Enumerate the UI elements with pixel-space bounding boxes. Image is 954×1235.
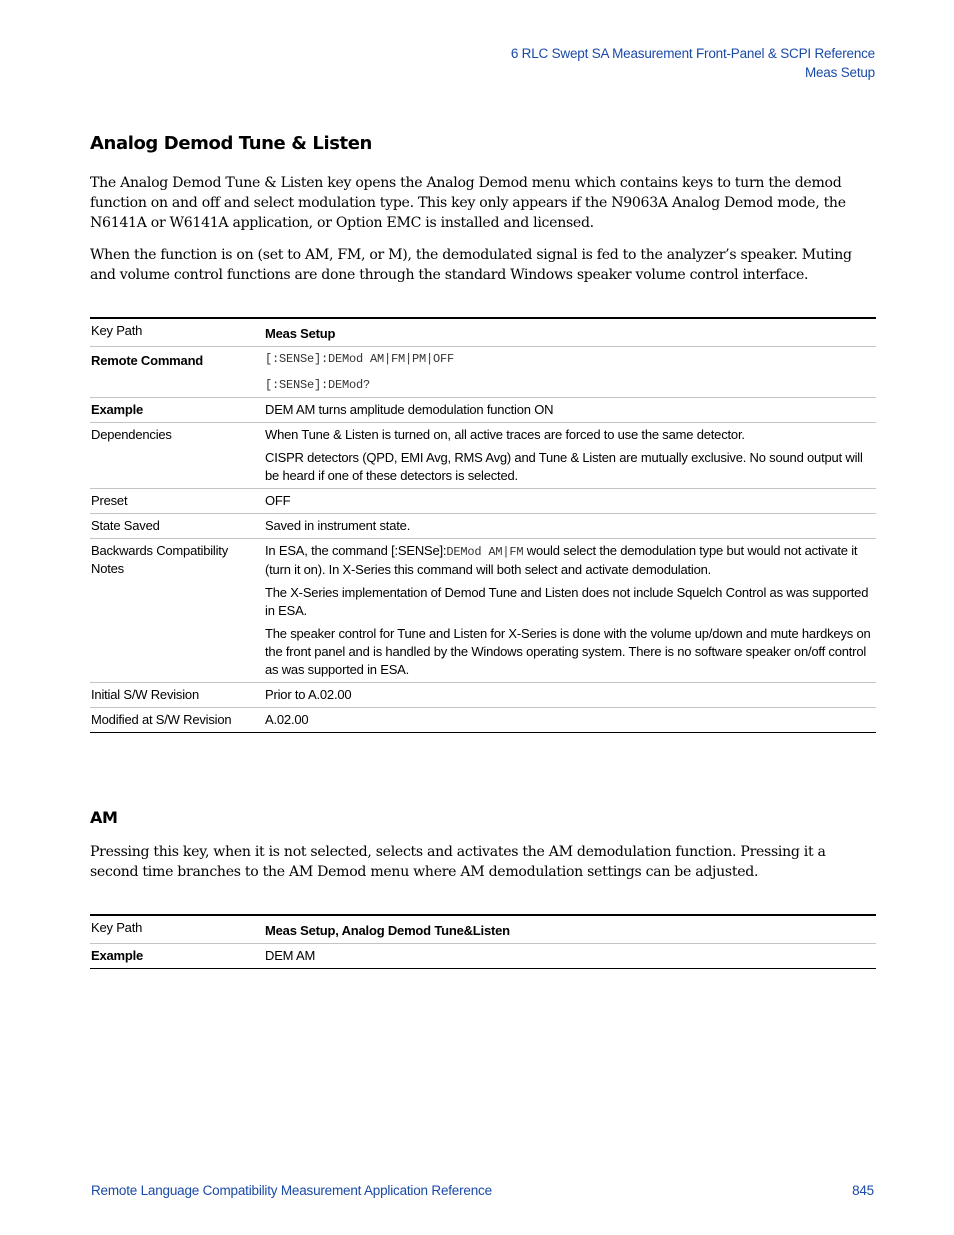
paragraph-intro: The Analog Demod Tune & Listen key opens the Analog Demod menu which contains keys to turn the demod function on and off and select modulation type. This key only appears if the N9063A Analog Demod mode, the N6141A or W6141A application, or Option EMC is installed and licensed.	[90, 175, 846, 231]
row-value: DEM AM	[265, 948, 316, 963]
row-label: Key Path	[90, 318, 264, 347]
header-chapter: 6 RLC Swept SA Measurement Front-Panel & SCPI Reference	[510, 46, 875, 61]
footer-title: Remote Language Compatibility Measurement Application Reference	[91, 1183, 492, 1198]
table-row	[90, 489, 876, 514]
table-row	[90, 539, 876, 683]
row-value	[264, 539, 876, 683]
row-label: Modified at S/W Revision	[91, 712, 232, 727]
row-value: OFF	[264, 489, 876, 514]
compat-note-1-post: would select the demodulation type but would not activate it (turn it on). In X-Series this command will both select and activate demodulation.	[265, 543, 858, 577]
dependency-1: When Tune & Listen is turned on, all active traces are forced to use the same detector.	[265, 427, 745, 442]
row-value: DEM AM turns amplitude demodulation function ON	[264, 398, 876, 423]
row-value: Prior to A.02.00	[264, 683, 876, 708]
row-label: Backwards Compatibility Notes	[90, 539, 264, 683]
analog-demod-table	[90, 317, 876, 733]
running-header	[511, 44, 875, 82]
row-label: Example	[90, 398, 264, 423]
row-label: Dependencies	[90, 423, 264, 489]
table-row	[90, 318, 876, 347]
row-value	[264, 423, 876, 489]
table-row	[90, 347, 876, 398]
compat-note-1	[265, 542, 872, 579]
row-label: State Saved	[90, 514, 264, 539]
row-value: A.02.00	[265, 712, 309, 727]
compat-note-1-pre: In ESA, the command [:SENSe]:	[265, 543, 447, 558]
table-row	[90, 423, 876, 489]
row-value: Meas Setup	[264, 318, 876, 347]
table-row	[90, 915, 876, 944]
table-row	[90, 944, 876, 969]
remote-command-1: [:SENSe]:DEMod AM|FM|PM|OFF	[265, 352, 455, 366]
table-row	[90, 398, 876, 423]
am-table	[90, 914, 876, 969]
header-section: Meas Setup	[804, 65, 875, 80]
compat-note-1-code: DEMod AM|FM	[446, 545, 524, 559]
table-row	[90, 514, 876, 539]
paragraph-am: Pressing this key, when it is not selected, selects and activates the AM demodulation function. Pressing it a second time branches to the AM Demod menu where AM demodulation settings can be adjusted.	[90, 844, 826, 880]
row-label: Key Path	[90, 915, 264, 944]
row-value	[264, 347, 876, 398]
row-value: Saved in instrument state.	[264, 514, 876, 539]
row-value: Meas Setup, Analog Demod Tune&Listen	[264, 915, 876, 944]
row-label: Initial S/W Revision	[90, 683, 264, 708]
page-number: 845	[852, 1183, 874, 1198]
row-label: Preset	[90, 489, 264, 514]
section-title-analog-demod: Analog Demod Tune & Listen	[90, 133, 372, 154]
compat-note-3: The speaker control for Tune and Listen for X-Series is done with the volume up/down and mute hardkeys on the front panel and is handled by the Windows operating system. There is no software speaker on/off control as was supported in ESA.	[265, 626, 871, 677]
compat-note-2: The X-Series implementation of Demod Tune and Listen does not include Squelch Control as was supported in ESA.	[265, 585, 869, 618]
paragraph-speaker: When the function is on (set to AM, FM, or M), the demodulated signal is fed to the analyzer’s speaker. Muting and volume control functions are done through the standard Windows speaker volume control interface.	[90, 247, 852, 283]
table-row	[90, 683, 876, 708]
dependency-2: CISPR detectors (QPD, EMI Avg, RMS Avg) and Tune & Listen are mutually exclusive. No sound output will be heard if one of these detectors is selected.	[265, 450, 863, 483]
section-title-am: AM	[90, 808, 118, 827]
table-row	[90, 708, 876, 733]
row-label: Remote Command	[90, 347, 264, 398]
remote-command-2: [:SENSe]:DEMod?	[265, 378, 371, 392]
row-label: Example	[91, 948, 144, 963]
